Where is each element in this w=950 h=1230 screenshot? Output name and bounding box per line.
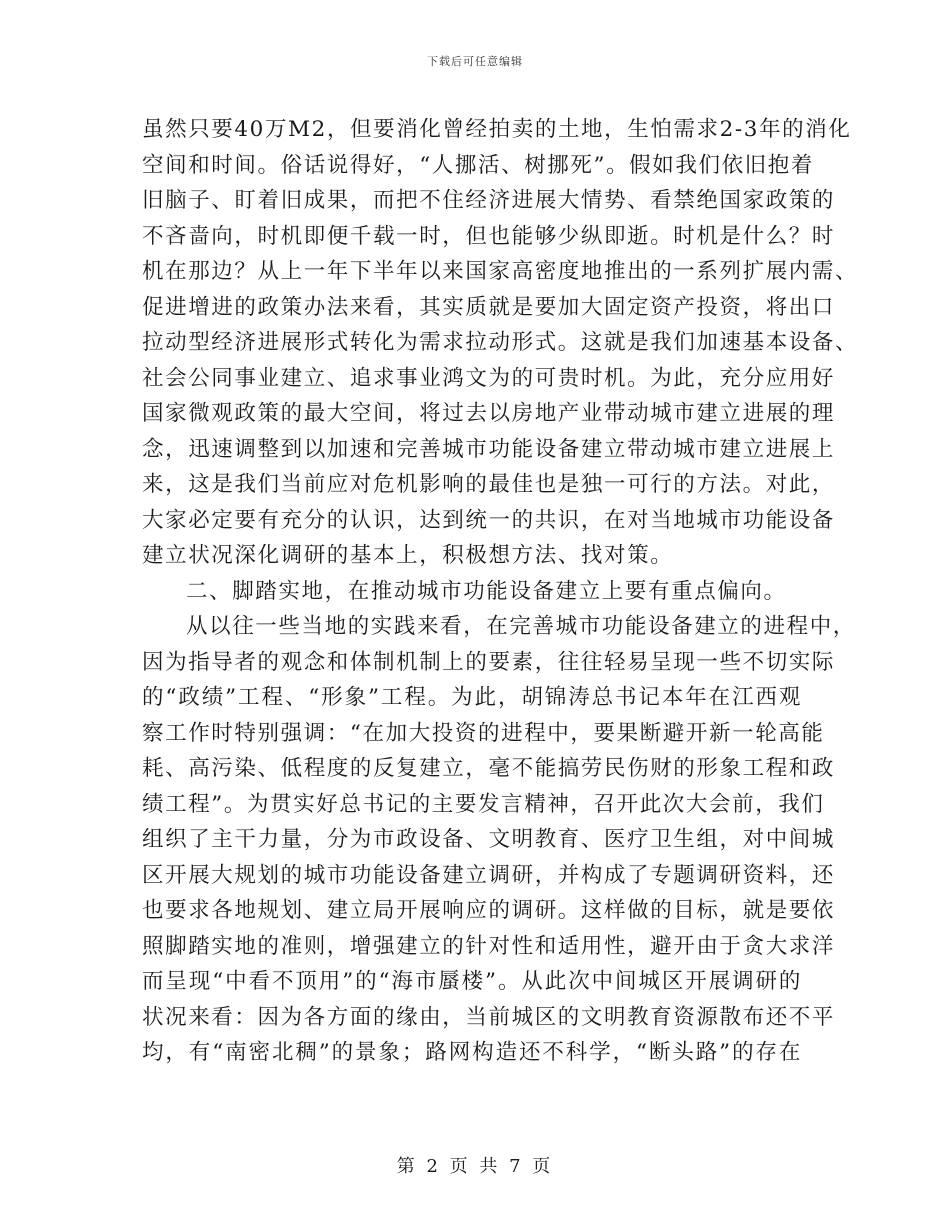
text-line: 组织了主干力量，分为市政设备、文明教育、医疗卫生组，对中间城 — [142, 827, 836, 852]
text-line: 促进增进的政策办法来看，其实质就是要加大固定资产投资，将出口 — [142, 294, 836, 320]
section-heading: 二、脚踏实地，在推动城市功能设备建立上要有重点偏向。 — [186, 578, 787, 604]
text-line: 来，这是我们当前应对危机影响的最佳也是独一可行的方法。对此， — [142, 472, 836, 497]
text-line: 机在那边？从上一年下半年以来国家高密度地推出的一系列扩展内需、 — [142, 259, 859, 284]
text-line: 从以往一些当地的实践来看，在完善城市功能设备建立的进程中， — [186, 614, 856, 639]
text-line: 虽然只要40万M2，但要消化曾经拍卖的土地，生怕需求2-3年的消化 — [142, 117, 852, 142]
text-line: 拉动型经济进展形式转化为需求拉动形式。这就是我们加速基本设备、 — [142, 330, 859, 355]
text-line: 区开展大规划的城市功能设备建立调研，并构成了专题调研资料，还 — [142, 862, 836, 888]
text-line: 绩工程”。为贯实好总书记的主要发言精神，召开此次大会前，我们 — [142, 791, 825, 817]
text-line: 旧脑子、盯着旧成果，而把不住经济进展大情势、看禁绝国家政策的 — [142, 188, 836, 213]
text-line: 察工作时特别强调：“在加大投资的进程中，要果断避开新一轮高能 — [142, 720, 825, 746]
text-line: 均，有“南密北稠”的景象；路网构造还不科学，“断头路”的存在 — [142, 1040, 802, 1065]
page-number: 第 2 页 共 7 页 — [396, 1156, 554, 1177]
text-line: 社会公同事业建立、追求事业鸿文为的可贵时机。为此，充分应用好 — [142, 365, 836, 391]
text-line: 不吝啬向，时机即便千载一时，但也能够少纵即逝。时机是什么？时 — [142, 223, 836, 249]
document-body — [142, 112, 859, 1071]
text-line: 的“政绩”工程、“形象”工程。为此，胡锦涛总书记本年在江西观 — [142, 685, 802, 710]
text-line: 耗、高污染、低程度的反复建立，毫不能搞劳民伤财的形象工程和政 — [142, 756, 836, 781]
text-line: 大家必定要有充分的认识，达到统一的共识，在对当地城市功能设备 — [142, 507, 836, 533]
text-line: 建立状况深化调研的基本上，积极想方法、找对策。 — [142, 543, 674, 568]
text-line: 也要求各地规划、建立局开展响应的调研。这样做的目标，就是要依 — [142, 898, 836, 923]
text-line: 而呈现“中看不顶用”的“海市蜃楼”。从此次中间城区开展调研的 — [142, 969, 802, 994]
text-line: 因为指导者的观念和体制机制上的要素，往往轻易呈现一些不切实际 — [142, 649, 836, 675]
text-line: 国家微观政策的最大空间，将过去以房地产业带动城市建立进展的理 — [142, 401, 836, 426]
page-header-note: 下载后可任意编辑 — [427, 55, 523, 68]
text-line: 照脚踏实地的准则，增强建立的针对性和适用性，避开由于贪大求洋 — [142, 933, 836, 959]
text-line: 状况来看：因为各方面的缘由，当前城区的文明教育资源散布还不平 — [142, 1004, 836, 1030]
text-line: 念，迅速调整到以加速和完善城市功能设备建立带动城市建立进展上 — [142, 436, 836, 462]
text-line: 空间和时间。俗话说得好，“人挪活、树挪死”。假如我们依旧抱着 — [142, 152, 814, 178]
